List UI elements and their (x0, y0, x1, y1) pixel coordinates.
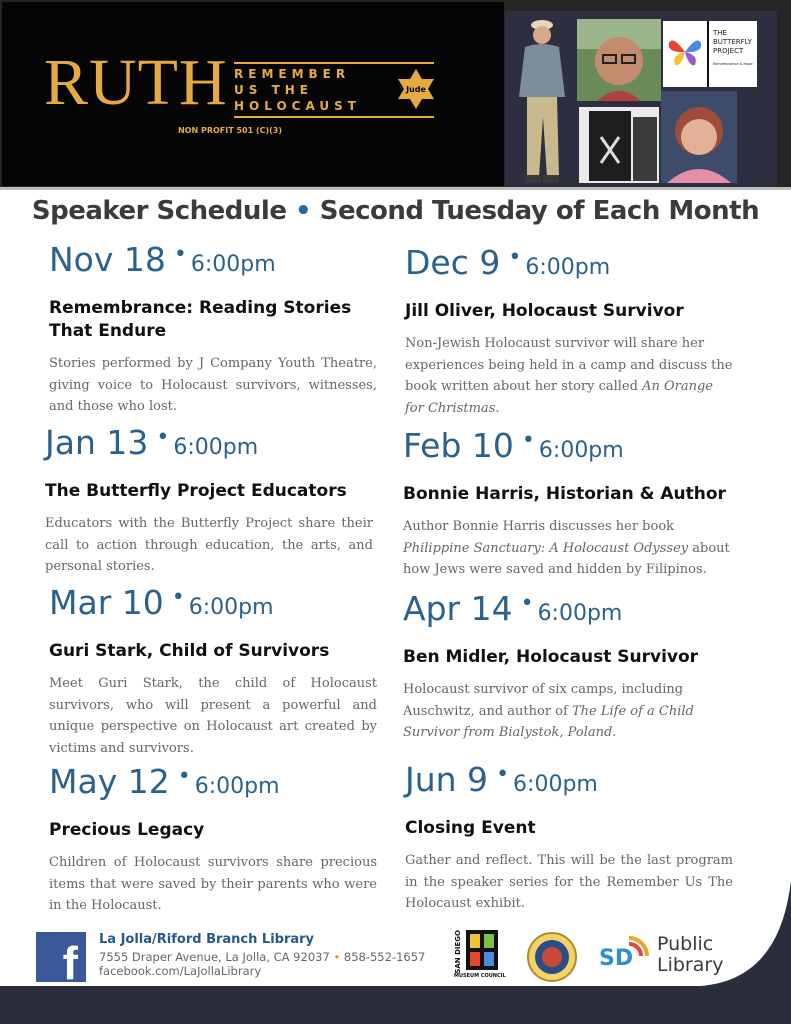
event-date-dot: • (520, 591, 534, 616)
speaker-photo-woman (661, 91, 737, 183)
event-date: Dec 9 (405, 243, 501, 282)
event-description-text: Non-Jewish Holocaust survivor will share her experiences being held in a camp and discuss the book written about her story called (405, 336, 733, 394)
library-contact (99, 950, 425, 978)
event-date-dot: • (171, 585, 185, 610)
event-date-dot: • (521, 428, 535, 453)
tagline-line-2: US THE (234, 83, 313, 97)
nonprofit-label: NON PROFIT 501 (C)(3) (178, 126, 283, 135)
event-title: Remembrance: Reading Stories That Endure (49, 298, 352, 341)
event-description (403, 516, 731, 581)
event-date: Feb 10 (403, 426, 514, 465)
event-description: Gather and reflect. This will be the last program in the speaker series for the Remember Us The Holocaust exhibit. (405, 853, 733, 911)
event-card (49, 583, 377, 759)
speaker-photo-man-glasses (577, 19, 661, 101)
page-title (0, 196, 791, 226)
event-card (45, 423, 373, 578)
butterfly-line-2: BUTTERFLY (713, 38, 752, 46)
event-date: May 12 (49, 762, 170, 801)
event-date-line (49, 762, 377, 807)
event-description-after: about how Jews were saved and hidden by Filipinos. (403, 540, 730, 577)
event-date: Jan 13 (45, 423, 149, 462)
event-date: Nov 18 (49, 240, 166, 279)
event-title: The Butterfly Project Educators (45, 481, 347, 501)
event-description: Stories performed by J Company Youth Theatre, giving voice to Holocaust survivors, witnesses, and those who lost. (49, 356, 377, 414)
event-card (49, 240, 377, 418)
event-book-title: An Orange for Christmas. (405, 379, 713, 416)
event-date-line (403, 426, 731, 471)
star-of-david-icon (395, 68, 437, 110)
event-description: Educators with the Butterfly Project share their call to action through education, the arts, and personal stories. (45, 516, 373, 574)
event-title: Jill Oliver, Holocaust Survivor (405, 301, 684, 321)
library-name: La Jolla/Riford Branch Library (99, 932, 315, 947)
event-description: Meet Guri Stark, the child of Holocaust survivors, who will present a powerful and unique perspective on Holocaust art created by victims and survivors. (49, 676, 377, 756)
event-title: Precious Legacy (49, 820, 205, 840)
speaker-photo-man-standing (507, 17, 577, 187)
butterfly-sub: Remembrance & Hope (713, 62, 753, 66)
title-left: Speaker Schedule (31, 196, 287, 226)
museum-council-sub: MUSEUM COUNCIL (454, 973, 506, 979)
public-library-abbr: SD (599, 946, 634, 971)
museum-council-logo (454, 928, 506, 982)
public-library-line2: Library (657, 954, 724, 976)
event-book-title: Philippine Sanctuary: A Holocaust Odyssey (403, 540, 689, 556)
logo-rule-top (234, 62, 434, 64)
event-book-title: The Life of a Child Survivor from Bialystok, Poland. (403, 703, 694, 740)
library-phone: 858-552-1657 (343, 950, 426, 964)
event-card (405, 243, 733, 419)
museum-council-icon (466, 930, 498, 970)
event-description-text: Holocaust survivor of six camps, including Auschwitz, and author of (403, 682, 684, 719)
footer-band (0, 986, 791, 1024)
event-date-line (405, 760, 733, 805)
facebook-link[interactable]: facebook.com/LaJollaLibrary (99, 964, 262, 978)
book-cover-photo (579, 107, 659, 183)
event-time: 6:00pm (194, 774, 280, 799)
star-label: Jude (406, 85, 426, 94)
event-card (403, 589, 731, 744)
event-date-dot: • (508, 245, 522, 270)
event-date-line (45, 423, 373, 468)
facebook-letter: f (62, 937, 78, 989)
butterfly-project-logo (663, 21, 757, 87)
ruth-logo-word: RUTH (44, 46, 228, 119)
butterfly-icon (667, 35, 703, 69)
event-title: Bonnie Harris, Historian & Author (403, 484, 726, 504)
butterfly-line-3: PROJECT (713, 47, 744, 55)
facebook-icon[interactable] (36, 932, 86, 989)
event-time: 6:00pm (173, 435, 259, 460)
event-title: Ben Midler, Holocaust Survivor (403, 647, 699, 667)
address-dot: • (333, 950, 341, 964)
event-time: 6:00pm (190, 252, 276, 277)
event-time: 6:00pm (513, 772, 598, 797)
ruth-logo-panel (2, 2, 504, 186)
event-time: 6:00pm (525, 255, 611, 280)
event-date: Apr 14 (403, 589, 513, 628)
title-right: Second Tuesday of Each Month (319, 196, 760, 226)
logo-rule-bottom (234, 116, 434, 118)
event-date-line (49, 240, 377, 285)
event-title: Guri Stark, Child of Survivors (49, 641, 330, 661)
library-address: 7555 Draper Avenue, La Jolla, CA 92037 (99, 950, 330, 964)
public-library-logo (599, 934, 657, 976)
event-date-dot: • (156, 425, 170, 450)
tagline-line-1: REMEMBER (234, 67, 351, 81)
public-library-wordmark (657, 934, 723, 976)
event-description (403, 679, 731, 744)
event-date-dot: • (173, 242, 187, 267)
event-description-text: Author Bonnie Harris discusses her book (403, 519, 675, 534)
event-time: 6:00pm (538, 438, 624, 463)
event-date-line (405, 243, 733, 288)
museum-council-label: SAN DIEGO (454, 930, 462, 974)
event-date-dot: • (496, 762, 510, 787)
event-date-line (49, 583, 377, 628)
title-dot: • (295, 196, 312, 226)
event-date: Mar 10 (49, 583, 164, 622)
header-banner (0, 0, 791, 190)
event-date-dot: • (177, 764, 191, 789)
event-date: Jun 9 (405, 760, 489, 799)
event-time: 6:00pm (188, 595, 274, 620)
event-date-line (403, 589, 731, 634)
event-time: 6:00pm (537, 601, 623, 626)
event-title: Closing Event (405, 818, 536, 838)
county-seal-icon (527, 932, 577, 982)
public-library-line1: Public (657, 933, 714, 955)
event-description (405, 333, 733, 419)
event-description: Children of Holocaust survivors share precious items that were saved by their parents who were in the Holocaust. (49, 855, 377, 913)
event-card (403, 426, 731, 581)
tagline-line-3: HOLOCAUST (234, 99, 361, 113)
butterfly-line-1: THE (713, 29, 727, 37)
speaker-photo-collage (505, 11, 777, 187)
